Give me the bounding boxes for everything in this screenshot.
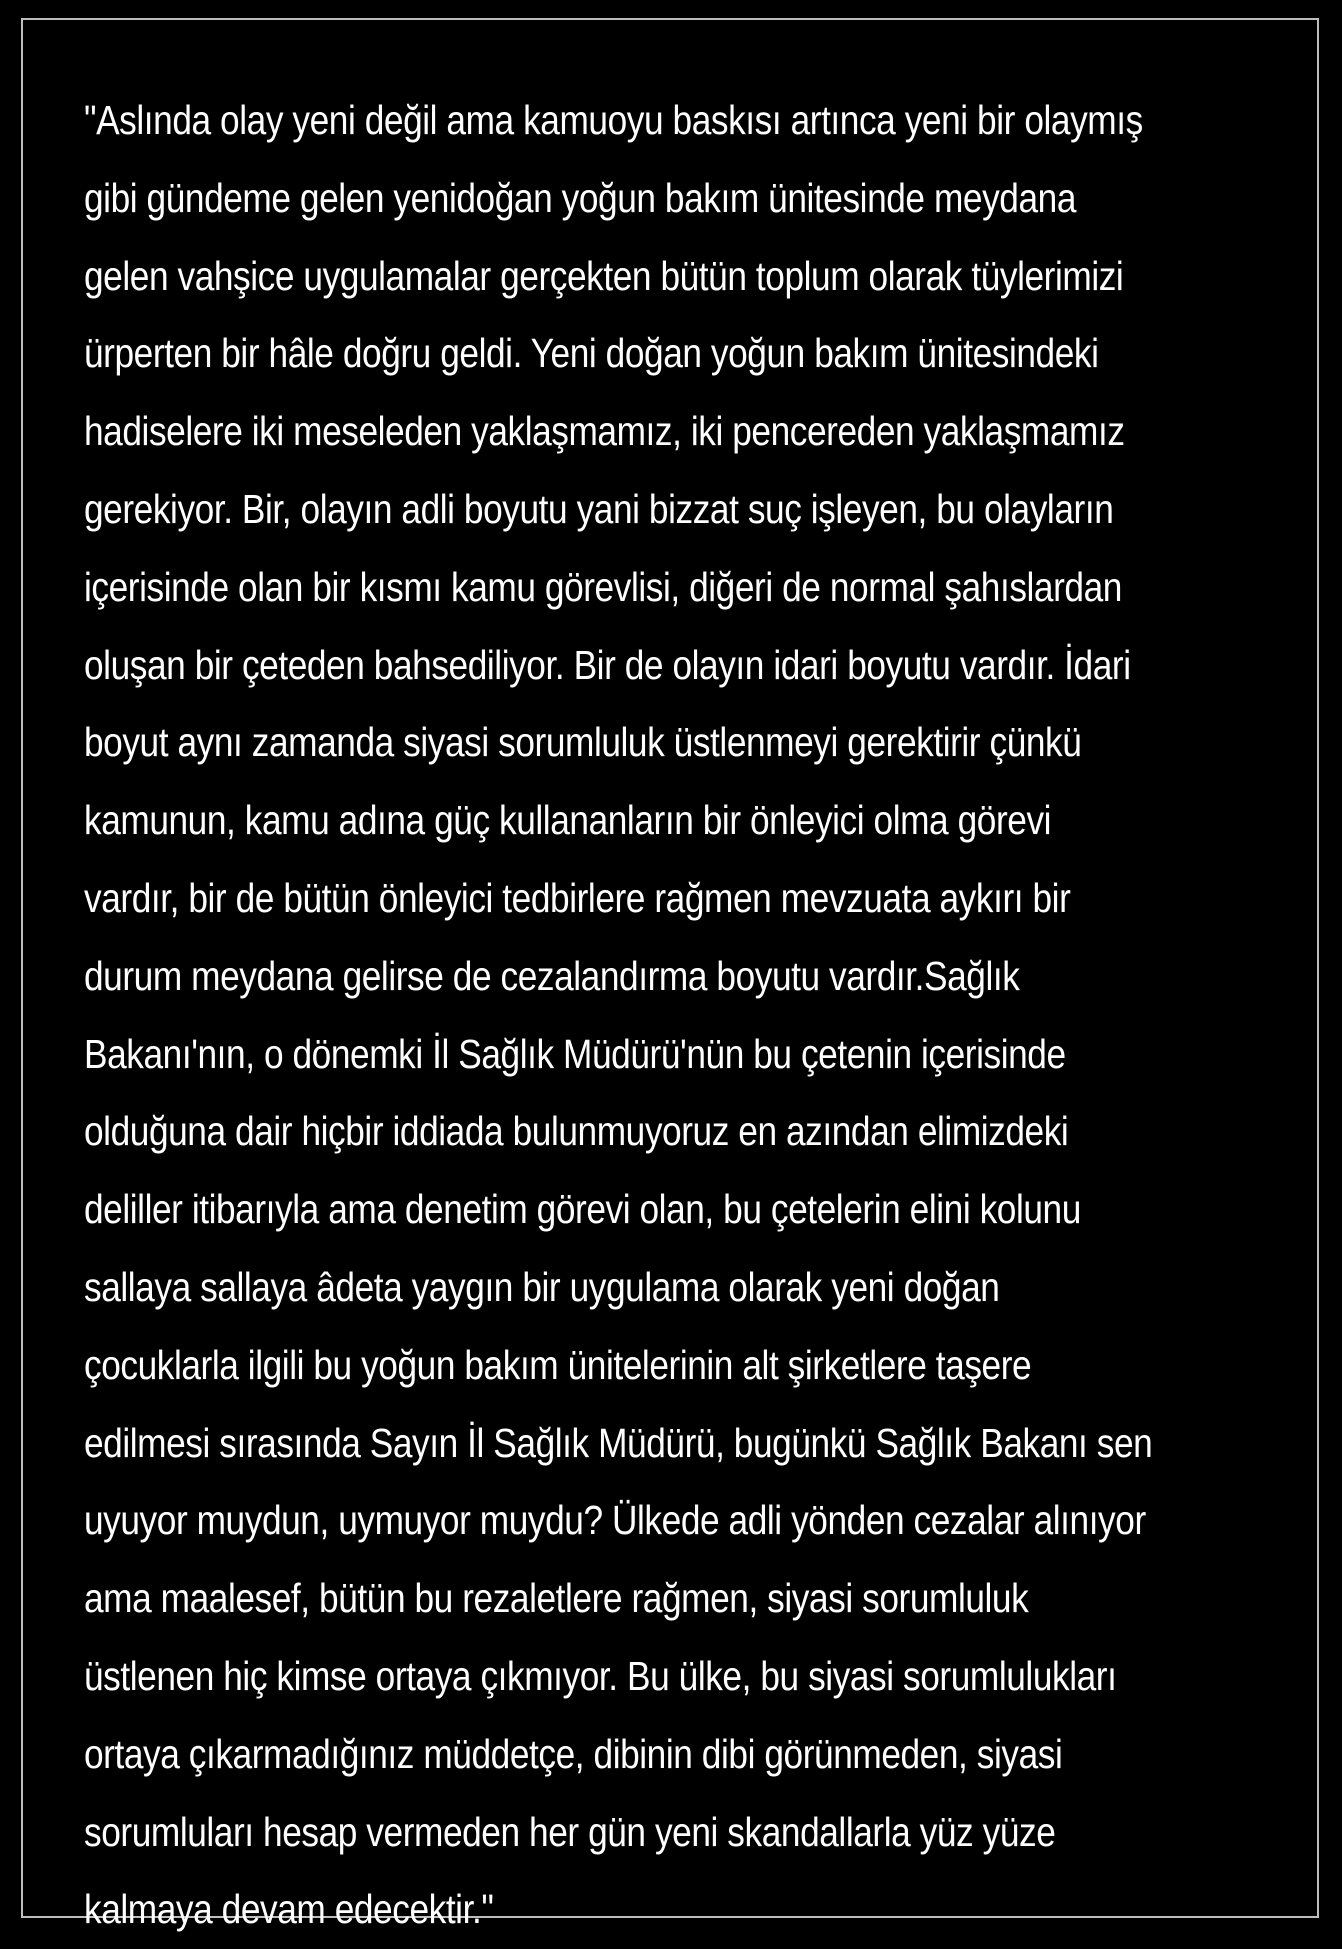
quote-line: uyuyor muydun, uymuyor muydu? Ülkede adli yönden cezalar alınıyor: [84, 1497, 1146, 1544]
quote-line: deliller itibarıyla ama denetim görevi olan, bu çetelerin elini kolunu: [84, 1186, 1081, 1233]
quote-line: ürperten bir hâle doğru geldi. Yeni doğan yoğun bakım ünitesindeki: [84, 330, 1099, 377]
quote-line: vardır, bir de bütün önleyici tedbirlere rağmen mevzuata aykırı bir: [84, 874, 1071, 921]
quote-line: "Aslında olay yeni değil ama kamuoyu baskısı artınca yeni bir olaymış: [84, 97, 1143, 143]
quote-line: kamunun, kamu adına güç kullananların bir önleyici olma görevi: [84, 797, 1052, 844]
quote-line: Bakanı'nın, o dönemki İl Sağlık Müdürü'nün bu çetenin içerisinde: [84, 1030, 1066, 1077]
quote-line: gelen vahşice uygulamalar gerçekten bütün toplum olarak tüylerimizi: [84, 252, 1124, 299]
quote-line: sallaya sallaya âdeta yaygın bir uygulama olarak yeni doğan: [84, 1263, 1000, 1310]
quote-line: çocuklarla ilgili bu yoğun bakım ünitelerinin alt şirketlere taşere: [84, 1341, 1032, 1388]
quote-line: edilmesi sırasında Sayın İl Sağlık Müdürü, bugünkü Sağlık Bakanı sen: [84, 1419, 1153, 1466]
quote-line: ama maalesef, bütün bu rezaletlere rağmen, siyasi sorumluluk: [84, 1575, 1029, 1622]
quote-line: ortaya çıkarmadığınız müddetçe, dibinin dibi görünmeden, siyasi: [84, 1730, 1063, 1777]
quote-card: [21, 18, 1319, 1933]
quote-line: kalmaya devam edecektir.": [84, 1886, 494, 1933]
quote-line: üstlenen hiç kimse ortaya çıkmıyor. Bu ülke, bu siyasi sorumlulukları: [84, 1652, 1117, 1699]
quote-text: [84, 82, 1314, 1949]
quote-line: gerekiyor. Bir, olayın adli boyutu yani bizzat suç işleyen, bu olayların: [84, 485, 1114, 532]
quote-line: hadiselere iki meseleden yaklaşmamız, iki pencereden yaklaşmamız: [84, 408, 1125, 455]
quote-line: gibi gündeme gelen yenidoğan yoğun bakım ünitesinde meydana: [84, 174, 1077, 221]
quote-line: durum meydana gelirse de cezalandırma boyutu vardır.Sağlık: [84, 952, 1020, 999]
quote-line: boyut aynı zamanda siyasi sorumluluk üstlenmeyi gerektirir çünkü: [84, 719, 1082, 766]
quote-line: oluşan bir çeteden bahsediliyor. Bir de olayın idari boyutu vardır. İdari: [84, 641, 1131, 688]
quote-line: içerisinde olan bir kısmı kamu görevlisi, diğeri de normal şahıslardan: [84, 563, 1122, 610]
quote-line: olduğuna dair hiçbir iddiada bulunmuyoruz en azından elimizdeki: [84, 1108, 1069, 1155]
quote-line: sorumluları hesap vermeden her gün yeni skandallarla yüz yüze: [84, 1808, 1056, 1855]
